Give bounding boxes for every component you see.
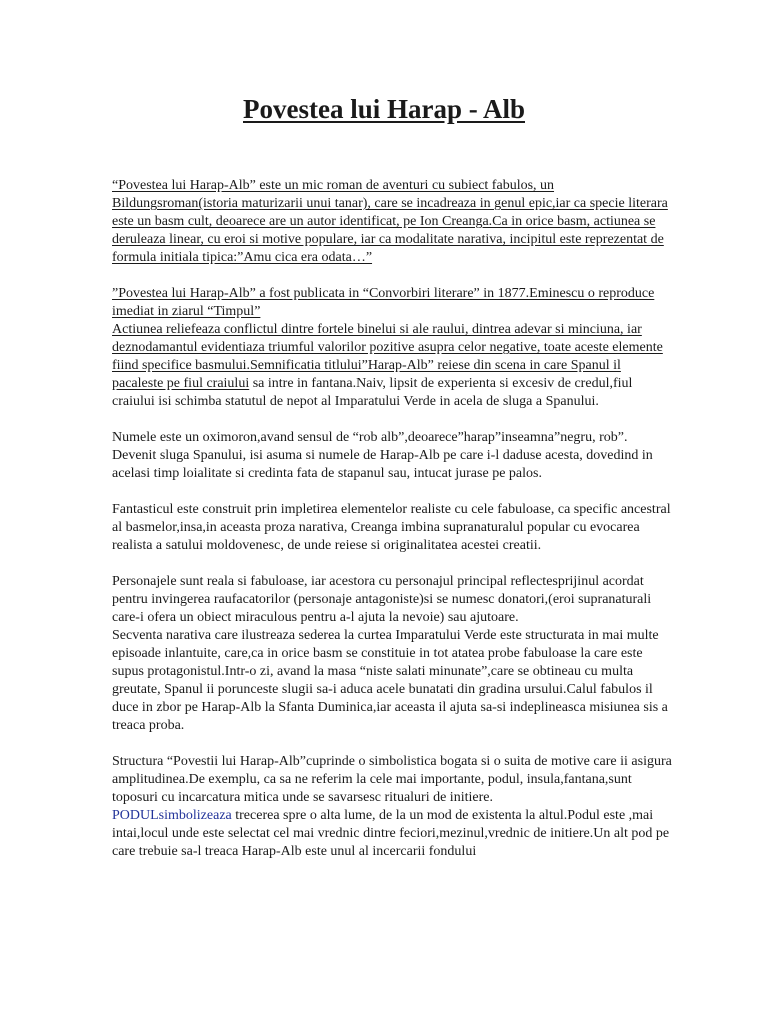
paragraph-conflict <box>112 321 672 411</box>
document-body <box>112 177 672 879</box>
underlined-text: Actiunea reliefeaza conflictul dintre fortele binelui si ale raului, dintrea adevar si minciuna, iar deznodamantul evidentiaza triumful valorilor pozitive asupra celor negative, toate aceste elemente fiind specifice basmului.Semnificatia titlului”Harap-Alb” reiese din scena in care Spanul il pacaleste pe fiul craiului <box>112 322 663 391</box>
paragraph-publication: ”Povestea lui Harap-Alb” a fost publicata in “Convorbiri literare” in 1877.Eminescu o reproduce imediat in ziarul “Timpul” <box>112 286 655 319</box>
paragraph-narrative-sequence: Secventa narativa care ilustreaza sederea la curtea Imparatului Verde este structurata in mai multe episoade inlantuite, care,ca in orice basm se constituie in tot atatea probe fabuloase la care este supus protagonistul.Intr-o zi, avand la masa “niste salati minunate”,care se obtineau cu multa greutate, Spanul ii porunceste slugii sa-i aduca acele bunatati din gradina ursului.Calul fabulos il duce in zbor pe Harap-Alb la Sfanta Duminica,iar aceasta il ajuta sa-si indeplineasca misiunea sis a treaca proba. <box>112 628 668 733</box>
paragraph-characters: Personajele sunt reala si fabuloase, iar acestora cu personajul principal reflectesprijinul acordat pentru invingerea raufacatorilor (personaje antagoniste)si se numesc donatori,(eroi supranaturali care-i ofera un obiect miraculous pentru a-l ajuta la nevoie) sau ajutoare. <box>112 574 652 625</box>
highlighted-term: PODULsimbolizeaza <box>112 808 232 823</box>
paragraph-name-oxymoron: Numele este un oximoron,avand sensul de “rob alb”,deoarece”harap”inseamna”negru, rob”. Devenit sluga Spanului, isi asuma si numele de Harap-Alb pe care i-l daduse acesta, dovedind in acelasi timp loialitate si credinta fata de stapanul sau, intucat jurase pe palos. <box>112 430 653 481</box>
paragraph-text: Structura “Povestii lui Harap-Alb”cuprinde o simbolistica bogata si o suita de motive care ii asigura amplitudinea.De exemplu, ca sa ne referim la cele mai importante, podul, insula,fantana,sunt toposuri cu incarcatura mitica unde se savarsesc ritualuri de initiere. <box>112 754 672 805</box>
paragraph-fantastic: Fantasticul este construit prin impletirea elementelor realiste cu cele fabuloase, ca specific ancestral al basmelor,insa,in aceasta proza narativa, Creanga imbina supranaturalul popular cu evocarea realista a satului moldovenesc, de unde reiese si originalitatea acestei creatii. <box>112 502 671 553</box>
paragraph-text: trecerea spre o alta lume, de la un mod de existenta la altul.Podul este ,mai intai,locul unde este selectat cel mai vrednic dintre feciori,mezinul,vrednic de initiere.Un alt pod pe care trebuie sa-l treaca Harap-Alb este unul al incercarii fondului <box>112 808 670 859</box>
paragraph-intro: “Povestea lui Harap-Alb” este un mic roman de aventuri cu subiect fabulos, un Bildungsroman(istoria maturizarii unui tanar), care se incadreaza in genul epic,iar ca specie literara este un basm cult, deoarece are un autor identificat, pe Ion Creanga.Ca in orice basm, actiunea se deruleaza linear, cu eroi si motive populare, iar ca modalitate narativa, incipitul este reprezentat de formula initiala tipica:”Amu cica era odata…” <box>112 178 668 265</box>
paragraph-structure <box>112 753 672 861</box>
document-title: Povestea lui Harap - Alb <box>243 94 525 124</box>
paragraph-text: sa intre in fantana.Naiv, lipsit de experienta si excesiv de credul,fiul craiului isi schimba statutul de nepot al Imparatului Verde in acela de sluga a Spanului. <box>112 376 633 409</box>
